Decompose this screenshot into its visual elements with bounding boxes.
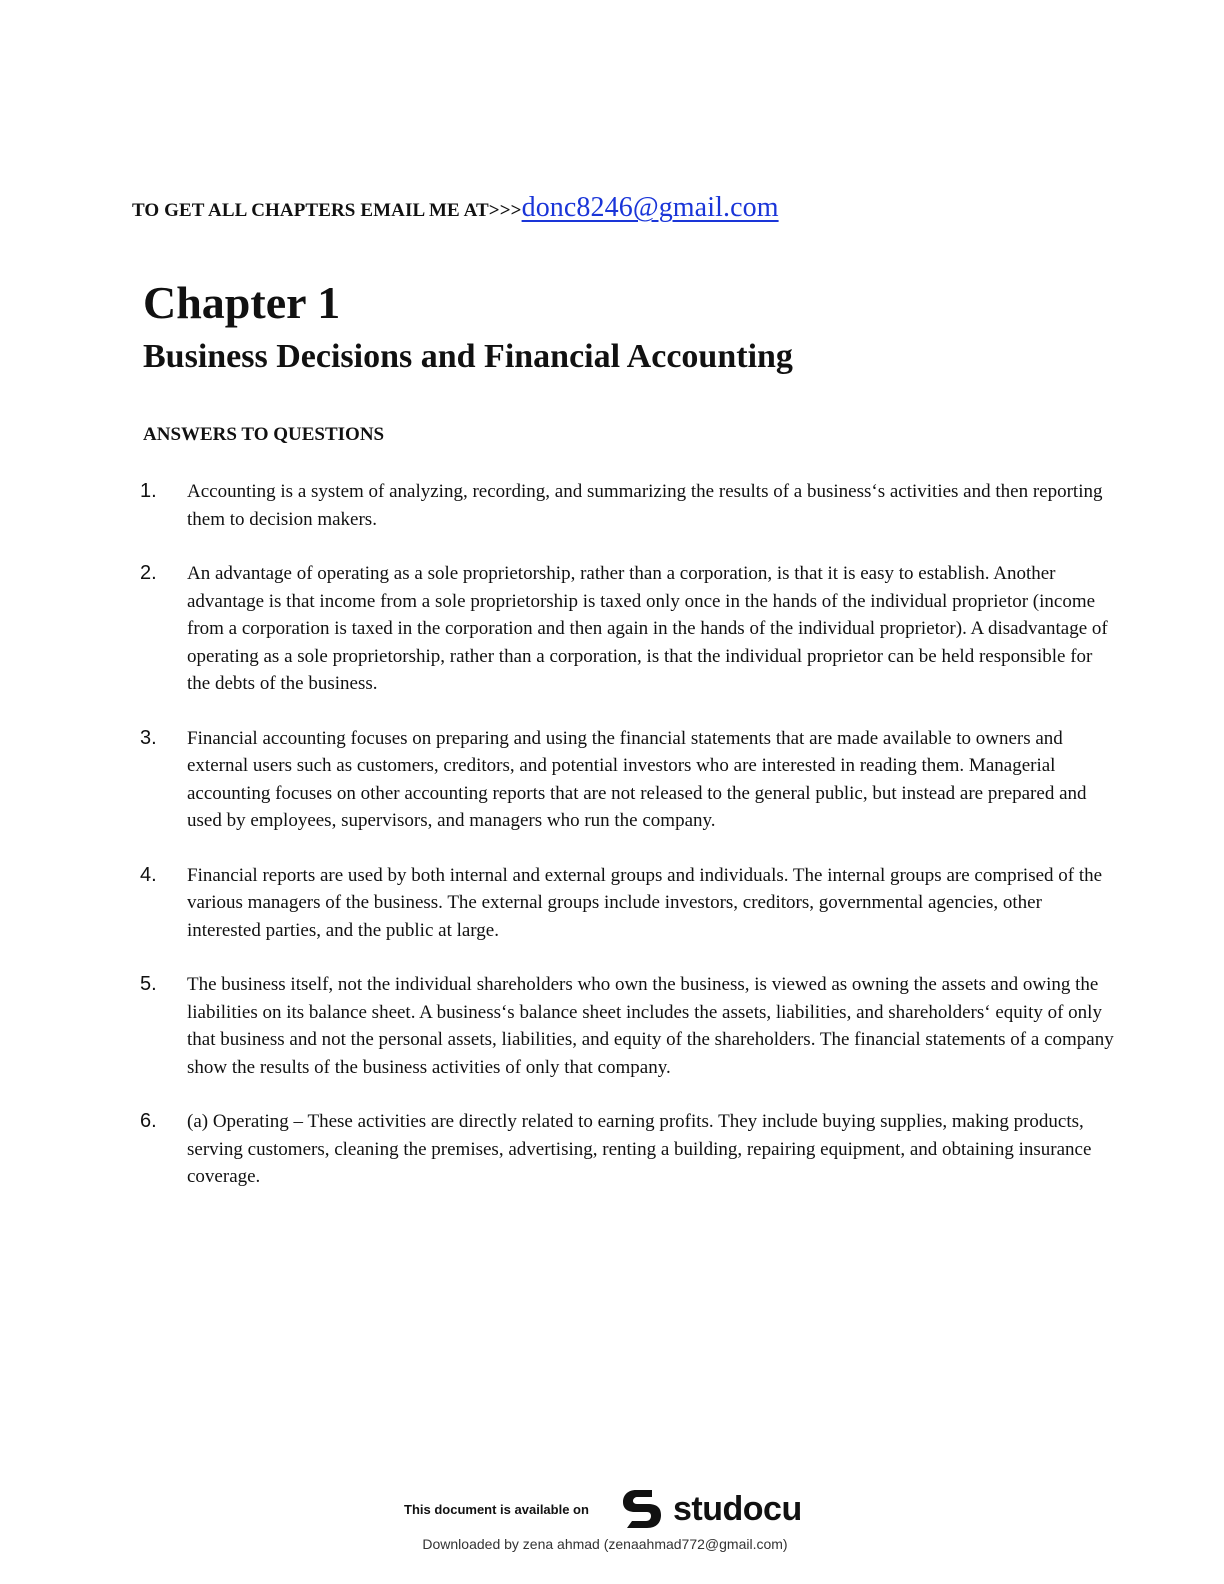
answer-text: An advantage of operating as a sole proprietorship, rather than a corporation, is that it is easy to establish. Another advantage is that income from a sole proprietorship is taxed only once in the hands of the individual proprietor (income from a corporation is taxed in the corporation and then again in the hands of the individual proprietor). A disadvantage of operating as a sole proprietorship, rather than a corporation, is that the individual proprietor can be held responsible for the debts of the business.: [187, 563, 1108, 694]
answer-text: The business itself, not the individual shareholders who own the business, is viewed as owning the assets and owing the liabilities on its balance sheet. A business‘s balance sheet includes the assets, liabilities, and shareholders‘ equity of only that business and not the personal assets, liabilities, and equity of the shareholders. The financial statements of a company show the results of the business activities of only that company.: [187, 974, 1114, 1078]
promo-line: [132, 192, 779, 224]
answer-number: 1.: [140, 480, 157, 502]
answer-text: Financial reports are used by both internal and external groups and individuals. The internal groups are comprised of the various managers of the business. The external groups include investors, creditors, governmental agencies, other interested parties, and the public at large.: [187, 864, 1103, 941]
chapter-title: Chapter 1: [143, 277, 341, 328]
answer-number: 2.: [140, 562, 157, 584]
answer-item: [140, 1108, 1115, 1191]
promo-text: TO GET ALL CHAPTERS EMAIL ME AT>>>: [132, 200, 522, 221]
studocu-wordmark: studocu: [673, 1489, 802, 1528]
answer-item: [140, 725, 1115, 835]
downloaded-by-text: Downloaded by zena ahmad (zenaahmad772@gmail.com): [422, 1536, 788, 1552]
answer-number: 6.: [140, 1110, 157, 1132]
answer-number: 4.: [140, 863, 157, 886]
answer-text: (a) Operating – These activities are directly related to earning profits. They include buying supplies, making products, serving customers, cleaning the premises, advertising, renting a building, repairing equipment, and obtaining insurance coverage.: [187, 1111, 1092, 1187]
studocu-logo-icon: [619, 1486, 665, 1532]
chapter-subtitle: Business Decisions and Financial Accounting: [143, 338, 793, 375]
studocu-logo[interactable]: [619, 1486, 802, 1532]
section-heading: ANSWERS TO QUESTIONS: [143, 424, 385, 445]
answer-text: Financial accounting focuses on preparing and using the financial statements that are made available to owners and external users such as customers, creditors, and potential investors who are interested in reading them. Managerial accounting focuses on other accounting reports that are not released to the general public, but instead are prepared and used by employees, supervisors, and managers who run the company.: [187, 727, 1087, 831]
answer-item: [140, 478, 1115, 533]
answer-item: [140, 862, 1115, 945]
answer-text: Accounting is a system of analyzing, recording, and summarizing the results of a business‘s activities and then reporting them to decision makers.: [187, 481, 1103, 530]
available-on-text: This document is available on: [404, 1502, 589, 1517]
answers-list: [140, 478, 1115, 1218]
answer-number: 3.: [140, 726, 157, 749]
answer-item: [140, 560, 1115, 698]
answer-item: [140, 971, 1115, 1081]
answer-number: 5.: [140, 973, 157, 995]
email-link[interactable]: donc8246@gmail.com: [521, 192, 779, 223]
